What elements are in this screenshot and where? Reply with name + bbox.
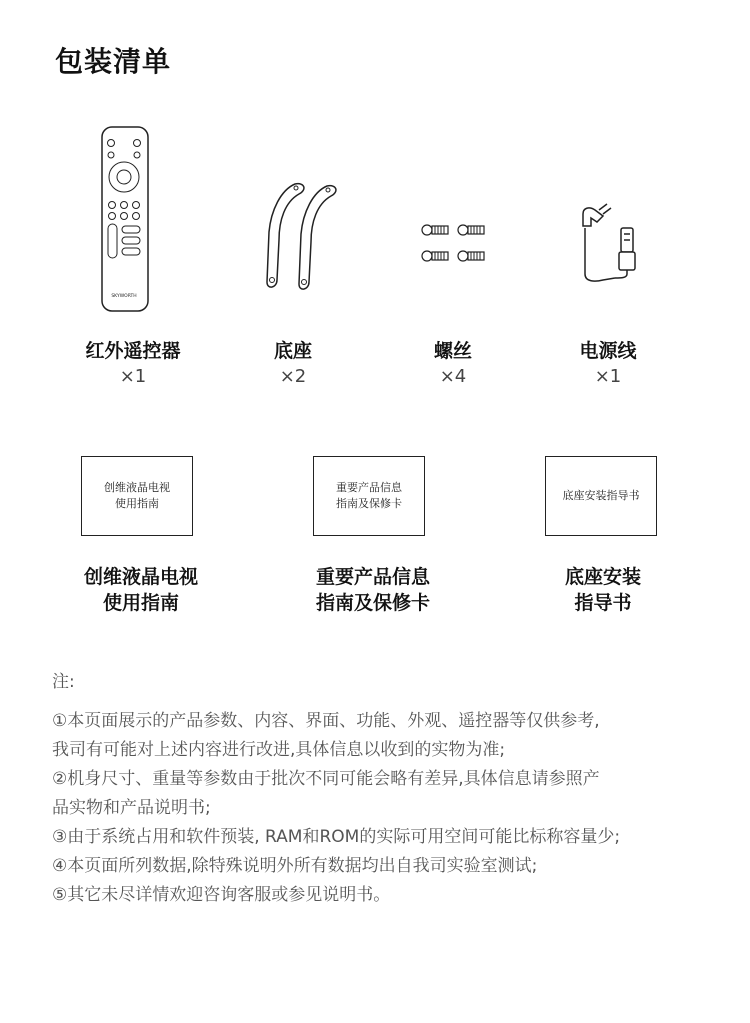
power-cord-image xyxy=(565,200,645,290)
manual-cover-text: 创维液晶电视 使用指南 xyxy=(104,481,170,510)
item-qty: ×4 xyxy=(439,366,467,387)
note-line: ④本页面所列数据,除特殊说明外所有数据均出自我司实验室测试; xyxy=(52,856,538,876)
note-line: ⑤其它未尽详情欢迎咨询客服或参见说明书。 xyxy=(52,885,391,905)
notes-section xyxy=(52,668,732,910)
stand-image xyxy=(255,180,345,295)
item-qty: ×1 xyxy=(594,366,622,387)
notes-label: 注: xyxy=(52,672,75,692)
page-title: 包装清单 xyxy=(55,45,172,78)
remote-control-image xyxy=(100,125,152,315)
item-remote xyxy=(53,339,213,389)
manual-caption: 创维液晶电视 使用指南 xyxy=(83,566,198,614)
manual-caption: 重要产品信息 指南及保修卡 xyxy=(315,566,430,614)
item-name: 螺丝 xyxy=(433,340,472,362)
manual-warranty-cover xyxy=(313,456,425,536)
note-line: 我司有可能对上述内容进行改进,具体信息以收到的实物为准; xyxy=(52,740,506,760)
screws-image xyxy=(420,220,492,266)
item-name: 电源线 xyxy=(579,340,637,362)
note-line: ②机身尺寸、重量等参数由于批次不同可能会略有差异,具体信息请参照产 xyxy=(52,769,600,789)
item-power-cord xyxy=(528,339,688,389)
item-screws xyxy=(373,339,533,389)
item-name: 底座 xyxy=(273,340,312,362)
manual-user-guide-cover xyxy=(81,456,193,536)
item-qty: ×2 xyxy=(279,366,307,387)
manual-stand-install-cover xyxy=(545,456,657,536)
manual-cover-text: 底座安装指导书 xyxy=(562,489,640,502)
note-line: ①本页面展示的产品参数、内容、界面、功能、外观、遥控器等仅供参考, xyxy=(52,711,600,731)
item-name: 红外遥控器 xyxy=(85,340,181,362)
remote-brand-label: SKYWORTH xyxy=(111,294,137,299)
manual-cover-text: 重要产品信息 指南及保修卡 xyxy=(336,481,402,510)
item-qty: ×1 xyxy=(119,366,147,387)
note-line: ③由于系统占用和软件预装, RAM和ROM的实际可用空间可能比标称容量少; xyxy=(52,827,621,847)
note-line: 品实物和产品说明书; xyxy=(52,798,211,818)
item-stand xyxy=(213,339,373,389)
manual-caption: 底座安装 指导书 xyxy=(564,566,641,614)
